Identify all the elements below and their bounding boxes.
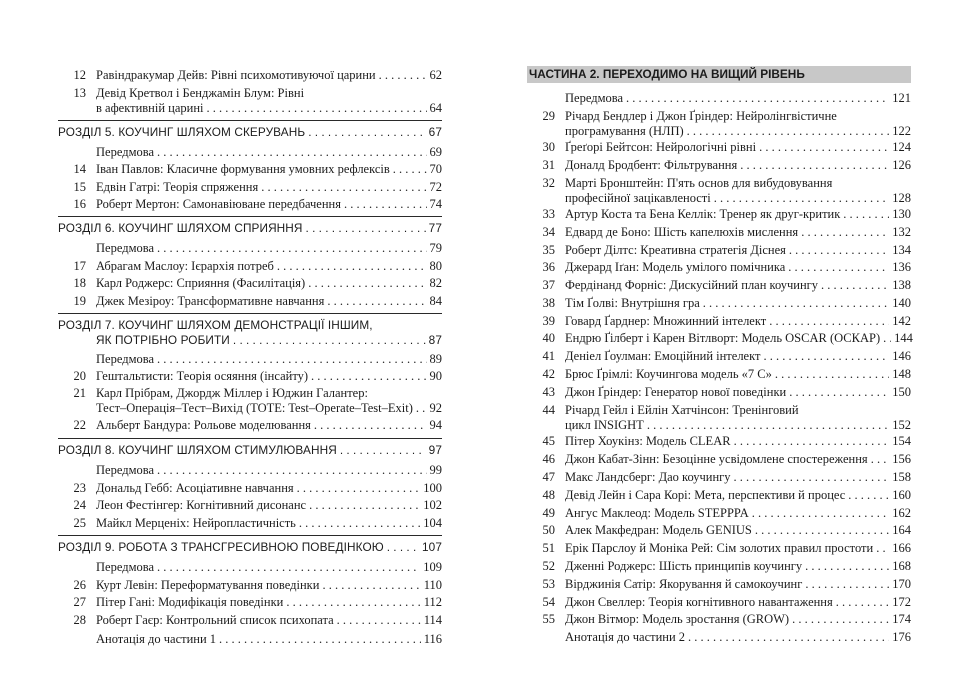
- entry-title: Леон Фестінгер: Когнітивний дисонанс: [96, 498, 307, 512]
- entry-title: Роберт Гаєр: Контрольний список психопата: [96, 613, 334, 627]
- entry-number: 27: [73, 595, 86, 609]
- page-number: 69: [429, 145, 442, 159]
- toc-entry: [527, 225, 911, 240]
- toc-entry: [58, 241, 442, 256]
- section-title: ЯК ПОТРІБНО РОБИТИ: [96, 333, 230, 347]
- page-number: 148: [892, 367, 911, 381]
- section-title: РОЗДІЛ 5. КОУЧИНГ ШЛЯХОМ СКЕРУВАНЬ: [58, 125, 306, 139]
- entry-title: Передмова: [565, 91, 624, 105]
- section-title: РОЗДІЛ 6. КОУЧИНГ ШЛЯХОМ СПРИЯННЯ: [58, 221, 303, 235]
- entry-title: Передмова: [96, 352, 155, 366]
- entry-title: Артур Коста та Бена Келлік: Тренер як друг-критик: [565, 207, 841, 221]
- page-number: 134: [892, 243, 911, 257]
- entry-title: Курт Левін: Переформатування поведінки: [96, 578, 320, 592]
- toc-section-heading: [58, 318, 442, 348]
- entry-title: Річард Бендлер і Джон Ґріндер: Нейролінгвістичне: [565, 109, 837, 123]
- entry-number: 24: [73, 498, 86, 512]
- entry-title: Річард Гейл і Ейлін Хатчінсон: Тренінговий: [565, 403, 799, 417]
- toc-entry: [58, 294, 442, 309]
- section-divider: [58, 216, 442, 217]
- page-number: 172: [892, 595, 911, 609]
- page-number: 170: [892, 577, 911, 591]
- page-number: 158: [892, 470, 911, 484]
- page-number: 62: [429, 68, 442, 82]
- toc-entry: [58, 86, 442, 116]
- section-title: РОЗДІЛ 9. РОБОТА З ТРАНСГРЕСИВНОЮ ПОВЕДІНКОЮ: [58, 540, 384, 554]
- page-number: 164: [892, 523, 911, 537]
- page-number: 104: [423, 516, 442, 530]
- dot-leader: [734, 434, 890, 449]
- toc-entry: [527, 296, 911, 311]
- entry-title: Тім Ґолві: Внутрішня гра: [565, 296, 700, 310]
- entry-title: Ендрю Ґілберт і Карен Вітлворт: Модель OSCAR (ОСКАР): [565, 331, 881, 345]
- dot-leader: [848, 488, 889, 503]
- toc-entry: [527, 488, 911, 503]
- page-number: 130: [892, 207, 911, 221]
- entry-title: Анотація до частини 2: [565, 630, 686, 644]
- page-number: 146: [892, 349, 911, 363]
- entry-title: Алек Макфедран: Модель GENIUS: [565, 523, 752, 537]
- entry-title: Едвард де Боно: Шість капелюхів мислення: [565, 225, 799, 239]
- toc-entry: [527, 243, 911, 258]
- toc-entry: [527, 559, 911, 574]
- page-number: 138: [892, 278, 911, 292]
- entry-title: Джон Ґріндер: Генератор нової поведінки: [565, 385, 787, 399]
- toc-section-heading: [58, 443, 442, 458]
- dot-leader: [714, 191, 890, 206]
- toc-entry: [527, 260, 911, 275]
- page-number: 89: [429, 352, 442, 366]
- toc-entry: [58, 276, 442, 291]
- entry-number: 45: [542, 434, 555, 448]
- page-number: 67: [428, 125, 442, 139]
- page-number: 156: [892, 452, 911, 466]
- entry-number: 25: [73, 516, 86, 530]
- entry-title: Макс Ландсберг: Дао коучингу: [565, 470, 731, 484]
- dot-leader: [393, 162, 427, 177]
- dot-leader: [157, 463, 426, 478]
- dot-leader: [308, 125, 425, 140]
- page-number: 122: [892, 124, 911, 138]
- dot-leader: [688, 630, 889, 645]
- section-title: РОЗДІЛ 7. КОУЧИНГ ШЛЯХОМ ДЕМОНСТРАЦІЇ ІНШИМ,: [58, 318, 373, 332]
- dot-leader: [286, 595, 420, 610]
- toc-entry: [58, 463, 442, 478]
- page-number: 150: [892, 385, 911, 399]
- entry-title: цикл INSIGHT: [565, 418, 644, 432]
- toc-section-heading: [58, 540, 442, 555]
- dot-leader: [322, 578, 420, 593]
- entry-title: Ерік Парслоу й Моніка Рей: Сім золотих правил простоти: [565, 541, 874, 555]
- toc-entry: [58, 560, 442, 575]
- part-header: ЧАСТИНА 2. ПЕРЕХОДИМО НА ВИЩИЙ РІВЕНЬ: [527, 66, 911, 83]
- toc-entry: [58, 595, 442, 610]
- dot-leader: [309, 498, 420, 513]
- dot-leader: [871, 452, 890, 467]
- entry-title: Джон Вітмор: Модель зростання (GROW): [565, 612, 790, 626]
- entry-number: 21: [73, 386, 86, 400]
- toc-entry: [527, 452, 911, 467]
- entry-number: 48: [542, 488, 555, 502]
- page-number: 144: [894, 331, 913, 345]
- toc-entry: [58, 578, 442, 593]
- toc-entry: [58, 352, 442, 367]
- toc-entry: [58, 197, 442, 212]
- page-number: 100: [423, 481, 442, 495]
- page-number: 107: [422, 540, 442, 554]
- page-number: 132: [892, 225, 911, 239]
- page-number: 168: [892, 559, 911, 573]
- entry-title: Марті Бронштейн: П'ять основ для вибудовування: [565, 176, 833, 190]
- entry-title: Альберт Бандура: Рольове моделювання: [96, 418, 311, 432]
- toc-entry: [527, 349, 911, 364]
- entry-title: Карл Роджерс: Сприяння (Фасилітація): [96, 276, 306, 290]
- toc-entry: [58, 386, 442, 416]
- dot-leader: [775, 367, 889, 382]
- toc-entry: [58, 481, 442, 496]
- toc-entry: [527, 541, 911, 556]
- toc-entry: [527, 470, 911, 485]
- dot-leader: [763, 349, 889, 364]
- page-number: 94: [429, 418, 442, 432]
- toc-entry: [527, 595, 911, 610]
- page-number: 121: [892, 91, 911, 105]
- entry-title: Абрагам Маслоу: Ієрархія потреб: [96, 259, 274, 273]
- toc-entry: [58, 145, 442, 160]
- entry-title: Передмова: [96, 463, 155, 477]
- dot-leader: [789, 243, 889, 258]
- entry-title: Ангус Маклеод: Модель STEPPPA: [565, 506, 749, 520]
- entry-number: 41: [542, 349, 555, 363]
- page-number: 64: [429, 101, 442, 115]
- entry-number: 46: [542, 452, 555, 466]
- entry-title: Джон Кабат-Зінн: Безоцінне усвідомлене спостереження: [565, 452, 868, 466]
- page-number: 79: [429, 241, 442, 255]
- page-number: 90: [429, 369, 442, 383]
- dot-leader: [883, 331, 891, 346]
- toc-entry: [527, 91, 911, 106]
- entry-title: професійної зацікавленості: [565, 191, 711, 205]
- entry-number: 51: [542, 541, 555, 555]
- entry-title: Девід Кретвол і Бенджамін Блум: Рівні: [96, 86, 305, 100]
- entry-number: 37: [542, 278, 555, 292]
- toc-entry: [527, 109, 911, 139]
- entry-title: Доналд Бродбент: Фільтрування: [565, 158, 738, 172]
- entry-number: 31: [542, 158, 555, 172]
- page-number: 72: [429, 180, 442, 194]
- page-number: 174: [892, 612, 911, 626]
- dot-leader: [734, 470, 890, 485]
- dot-leader: [337, 613, 421, 628]
- entry-title: Роберт Мертон: Самонавіюване передбачення: [96, 197, 341, 211]
- dot-leader: [340, 443, 426, 458]
- entry-number: 38: [542, 296, 555, 310]
- entry-number: 34: [542, 225, 555, 239]
- toc-entry: [58, 369, 442, 384]
- toc-entry: [58, 259, 442, 274]
- toc-entry: [527, 630, 911, 645]
- dot-leader: [297, 481, 421, 496]
- dot-leader: [261, 180, 426, 195]
- entry-number: 14: [73, 162, 86, 176]
- page-number: 112: [423, 595, 442, 609]
- dot-leader: [687, 124, 890, 139]
- dot-leader: [416, 401, 427, 416]
- page-number: 154: [892, 434, 911, 448]
- dot-leader: [157, 560, 420, 575]
- section-divider: [58, 313, 442, 314]
- toc-entry: [527, 612, 911, 627]
- page-number: 160: [892, 488, 911, 502]
- toc-section-heading: [58, 125, 442, 140]
- toc-entry: [527, 506, 911, 521]
- entry-number: 40: [542, 331, 555, 345]
- entry-number: 52: [542, 559, 555, 573]
- entry-title: програмування (НЛП): [565, 124, 684, 138]
- page-number: 102: [423, 498, 442, 512]
- entry-title: Фердінанд Форніс: Дискусійний план коучингу: [565, 278, 819, 292]
- entry-number: 39: [542, 314, 555, 328]
- entry-title: Тест–Операція–Тест–Вихід (TOTE: Test–Operate–Test–Exit): [96, 401, 413, 415]
- toc-entry: [527, 176, 911, 206]
- entry-number: 53: [542, 577, 555, 591]
- dot-leader: [821, 278, 889, 293]
- dot-leader: [387, 540, 419, 555]
- entry-number: 47: [542, 470, 555, 484]
- dot-leader: [626, 91, 889, 106]
- page-number: 116: [423, 632, 442, 646]
- toc-entry: [58, 516, 442, 531]
- toc-entry: [527, 367, 911, 382]
- page-number: 152: [892, 418, 911, 432]
- section-divider: [58, 535, 442, 536]
- entry-title: Майкл Мерценіх: Нейропластичність: [96, 516, 296, 530]
- entry-title: Говард Ґарднер: Множинний інтелект: [565, 314, 767, 328]
- entry-number: 19: [73, 294, 86, 308]
- dot-leader: [344, 197, 427, 212]
- entry-title: Іван Павлов: Класичне формування умовних рефлексів: [96, 162, 390, 176]
- toc-entry: [527, 207, 911, 222]
- toc-entry: [58, 613, 442, 628]
- toc-entry: [58, 498, 442, 513]
- dot-leader: [233, 333, 426, 348]
- dot-leader: [740, 158, 889, 173]
- entry-title: Роберт Ділтс: Креативна стратегія Діснея: [565, 243, 786, 257]
- entry-number: 15: [73, 180, 86, 194]
- page-number: 136: [892, 260, 911, 274]
- page-number: 80: [429, 259, 442, 273]
- entry-title: Пітер Хоукінз: Модель CLEAR: [565, 434, 731, 448]
- section-divider: [58, 438, 442, 439]
- toc-entry: [527, 434, 911, 449]
- entry-number: 44: [542, 403, 555, 417]
- toc-entry: [527, 577, 911, 592]
- entry-number: 13: [73, 86, 86, 100]
- entry-number: 17: [73, 259, 86, 273]
- entry-number: 29: [542, 109, 555, 123]
- entry-number: 20: [73, 369, 86, 383]
- toc-entry: [58, 162, 442, 177]
- dot-leader: [647, 418, 889, 433]
- dot-leader: [752, 506, 889, 521]
- page-number: 84: [429, 294, 442, 308]
- toc-entry: [58, 180, 442, 195]
- entry-number: 49: [542, 506, 555, 520]
- entry-number: 23: [73, 481, 86, 495]
- toc-entry: [58, 418, 442, 433]
- page-number: 70: [429, 162, 442, 176]
- dot-leader: [769, 314, 889, 329]
- page-number: 82: [429, 276, 442, 290]
- section-title: РОЗДІЛ 8. КОУЧИНГ ШЛЯХОМ СТИМУЛЮВАННЯ: [58, 443, 337, 457]
- entry-number: 32: [542, 176, 555, 190]
- dot-leader: [157, 145, 426, 160]
- entry-title: Ґреґорі Бейтсон: Нейрологічні рівні: [565, 140, 757, 154]
- toc-entry: [527, 523, 911, 538]
- page-number: 114: [423, 613, 442, 627]
- dot-leader: [801, 225, 889, 240]
- entry-title: Дональд Гебб: Асоціативне навчання: [96, 481, 294, 495]
- page-number: 74: [429, 197, 442, 211]
- page-number: 109: [423, 560, 442, 574]
- dot-leader: [836, 595, 890, 610]
- entry-number: 33: [542, 207, 555, 221]
- page-number: 162: [892, 506, 911, 520]
- toc-entry: [58, 68, 442, 83]
- dot-leader: [219, 632, 421, 647]
- toc-section-heading: [58, 221, 442, 236]
- toc-entry: [527, 140, 911, 155]
- toc-entry: [527, 314, 911, 329]
- dot-leader: [314, 418, 427, 433]
- page-number: 99: [429, 463, 442, 477]
- entry-title: Передмова: [96, 241, 155, 255]
- toc-entry: [527, 385, 911, 400]
- page-number: 176: [892, 630, 911, 644]
- entry-number: 54: [542, 595, 555, 609]
- dot-leader: [843, 207, 889, 222]
- toc-entry: [527, 331, 911, 346]
- toc-entry: [58, 632, 442, 647]
- dot-leader: [311, 369, 426, 384]
- entry-title: Джек Мезіроу: Трансформативне навчання: [96, 294, 325, 308]
- entry-number: 35: [542, 243, 555, 257]
- dot-leader: [788, 260, 889, 275]
- dot-leader: [308, 276, 426, 291]
- entry-number: 50: [542, 523, 555, 537]
- dot-leader: [703, 296, 889, 311]
- page-number: 97: [428, 443, 442, 457]
- entry-title: Гештальтисти: Теорія осяяння (інсайту): [96, 369, 309, 383]
- entry-number: 16: [73, 197, 86, 211]
- page-number: 77: [428, 221, 442, 235]
- entry-number: 12: [73, 68, 86, 82]
- dot-leader: [805, 559, 889, 574]
- entry-title: Передмова: [96, 145, 155, 159]
- entry-number: 22: [73, 418, 86, 432]
- entry-title: в афективній царині: [96, 101, 204, 115]
- section-divider: [58, 120, 442, 121]
- entry-title: Анотація до частини 1: [96, 632, 217, 646]
- entry-title: Пітер Гані: Модифікація поведінки: [96, 595, 284, 609]
- dot-leader: [327, 294, 426, 309]
- entry-number: 43: [542, 385, 555, 399]
- entry-title: Равіндракумар Дейв: Рівні психомотивуючої царини: [96, 68, 376, 82]
- entry-number: 30: [542, 140, 555, 154]
- dot-leader: [789, 385, 889, 400]
- entry-title: Брюс Ґрімлі: Коучингова модель «7 С»: [565, 367, 772, 381]
- page-number: 166: [892, 541, 911, 555]
- page-number: 126: [892, 158, 911, 172]
- entry-number: 42: [542, 367, 555, 381]
- entry-title: Дженні Роджерс: Шість принципів коучингу: [565, 559, 803, 573]
- page-number: 128: [892, 191, 911, 205]
- entry-title: Деніел Ґоулман: Емоційний інтелект: [565, 349, 761, 363]
- toc-entry: [527, 278, 911, 293]
- dot-leader: [805, 577, 889, 592]
- dot-leader: [207, 101, 427, 116]
- entry-number: 18: [73, 276, 86, 290]
- page-number: 140: [892, 296, 911, 310]
- dot-leader: [755, 523, 889, 538]
- entry-title: Передмова: [96, 560, 155, 574]
- entry-number: 36: [542, 260, 555, 274]
- entry-title: Едвін Гатрі: Теорія спряження: [96, 180, 259, 194]
- dot-leader: [277, 259, 427, 274]
- dot-leader: [876, 541, 889, 556]
- entry-title: Вірджинія Сатір: Якорування й самокоучинг: [565, 577, 803, 591]
- dot-leader: [299, 516, 420, 531]
- page-number: 87: [428, 333, 442, 347]
- dot-leader: [379, 68, 427, 83]
- page-number: 142: [892, 314, 911, 328]
- entry-title: Джерард Іґан: Модель умілого помічника: [565, 260, 786, 274]
- dot-leader: [157, 241, 426, 256]
- toc-entry: [527, 158, 911, 173]
- entry-title: Карл Прібрам, Джордж Міллер і Юджин Галантер:: [96, 386, 368, 400]
- dot-leader: [759, 140, 889, 155]
- entry-title: Джон Свеллер: Теорія когнітивного навантаження: [565, 595, 833, 609]
- dot-leader: [792, 612, 889, 627]
- page-number: 92: [429, 401, 442, 415]
- entry-number: 55: [542, 612, 555, 626]
- entry-number: 26: [73, 578, 86, 592]
- dot-leader: [306, 221, 426, 236]
- entry-number: 28: [73, 613, 86, 627]
- page-number: 124: [892, 140, 911, 154]
- dot-leader: [157, 352, 426, 367]
- page-number: 110: [423, 578, 442, 592]
- toc-entry: [527, 403, 911, 433]
- entry-title: Девід Лейн і Сара Корі: Мета, перспективи й процес: [565, 488, 846, 502]
